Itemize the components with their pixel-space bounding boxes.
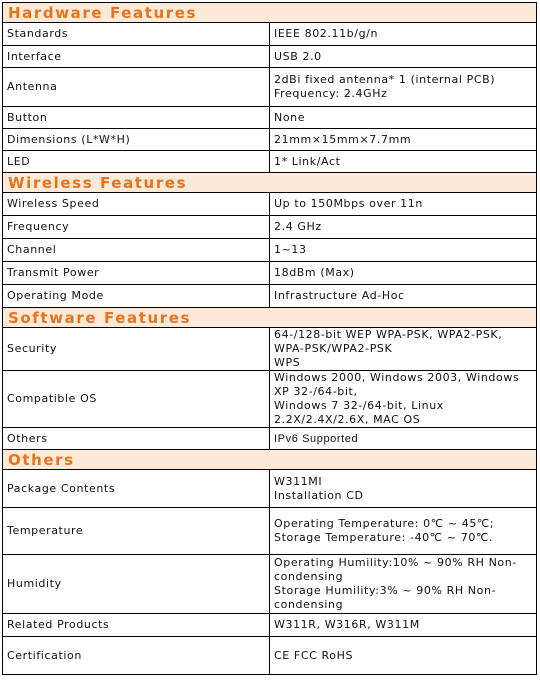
row-value: None: [270, 107, 537, 129]
spec-table: [2, 2, 537, 675]
table-row: [3, 285, 537, 308]
value-line: Windows 7 32-/64-bit, Linux 2.2X/2.4X/2.6X, MAC OS: [274, 399, 444, 426]
row-label: Dimensions (L*W*H): [3, 129, 270, 151]
table-row: [3, 555, 537, 614]
row-value: CE FCC RoHS: [270, 637, 537, 675]
row-label: Security: [3, 328, 270, 371]
section-title-wireless: Wireless Features: [3, 173, 537, 193]
row-value: [270, 508, 537, 555]
row-label: Operating Mode: [3, 285, 270, 308]
table-row: [3, 262, 537, 285]
row-label: Humidity: [3, 555, 270, 614]
row-label: Antenna: [3, 68, 270, 107]
row-value: IPv6 Supported: [270, 428, 537, 450]
section-title-software: Software Features: [3, 308, 537, 328]
table-row: [3, 216, 537, 239]
row-label: Temperature: [3, 508, 270, 555]
value-line: Installation CD: [274, 488, 364, 502]
section-title-others: Others: [3, 450, 537, 470]
row-value: [270, 470, 537, 508]
row-value: 18dBm (Max): [270, 262, 537, 285]
row-value: 2dBi fixed antenna* 1 (internal PCB) Frequency: 2.4GHz: [270, 68, 537, 107]
section-title-hardware: Hardware Features: [3, 3, 537, 23]
table-row: [3, 193, 537, 216]
value-line: Storage Humility:3% ~ 90% RH Non-condensing: [274, 584, 497, 611]
row-value: [270, 328, 537, 371]
row-label: Others: [3, 428, 270, 450]
row-value: USB 2.0: [270, 46, 537, 68]
row-label: Channel: [3, 239, 270, 262]
table-row: [3, 23, 537, 46]
table-row: [3, 129, 537, 151]
table-row: [3, 614, 537, 637]
row-value: W311R, W316R, W311M: [270, 614, 537, 637]
row-label: Interface: [3, 46, 270, 68]
table-row: [3, 46, 537, 68]
table-row: [3, 68, 537, 107]
row-value: Up to 150Mbps over 11n: [270, 193, 537, 216]
row-label: Compatible OS: [3, 371, 270, 428]
row-value: [270, 555, 537, 614]
row-value: [270, 371, 537, 428]
value-line: Windows 2000, Windows 2003, Windows XP 32-/64-bit,: [274, 371, 520, 398]
value-line: W311MI: [274, 474, 323, 488]
row-label: Related Products: [3, 614, 270, 637]
value-line: Operating Humility:10% ~ 90% RH Non-condensing: [274, 556, 517, 583]
row-label: Frequency: [3, 216, 270, 239]
table-row: [3, 239, 537, 262]
table-row: [3, 371, 537, 428]
value-line: Storage Temperature: -40℃ ~ 70℃.: [274, 531, 493, 544]
row-label: Wireless Speed: [3, 193, 270, 216]
row-value: IEEE 802.11b/g/n: [270, 23, 537, 46]
table-row: [3, 508, 537, 555]
table-row: [3, 428, 537, 450]
value-line: 64-/128-bit WEP WPA-PSK, WPA2-PSK, WPA-PSK/WPA2-PSK: [274, 328, 503, 355]
table-row: [3, 470, 537, 508]
value-line: Operating Temperature: 0℃ ~ 45℃;: [274, 517, 495, 530]
row-label: Package Contents: [3, 470, 270, 508]
row-value: 21mm×15mm×7.7mm: [270, 129, 537, 151]
row-label: Transmit Power: [3, 262, 270, 285]
table-row: [3, 637, 537, 675]
table-row: [3, 107, 537, 129]
table-row: [3, 328, 537, 371]
table-row: [3, 151, 537, 173]
row-label: Standards: [3, 23, 270, 46]
row-value: 1* Link/Act: [270, 151, 537, 173]
row-value: 1~13: [270, 239, 537, 262]
value-line: WPS: [274, 356, 301, 369]
row-value: 2.4 GHz: [270, 216, 537, 239]
row-label: LED: [3, 151, 270, 173]
row-label: Button: [3, 107, 270, 129]
row-label: Certification: [3, 637, 270, 675]
row-value: Infrastructure Ad-Hoc: [270, 285, 537, 308]
